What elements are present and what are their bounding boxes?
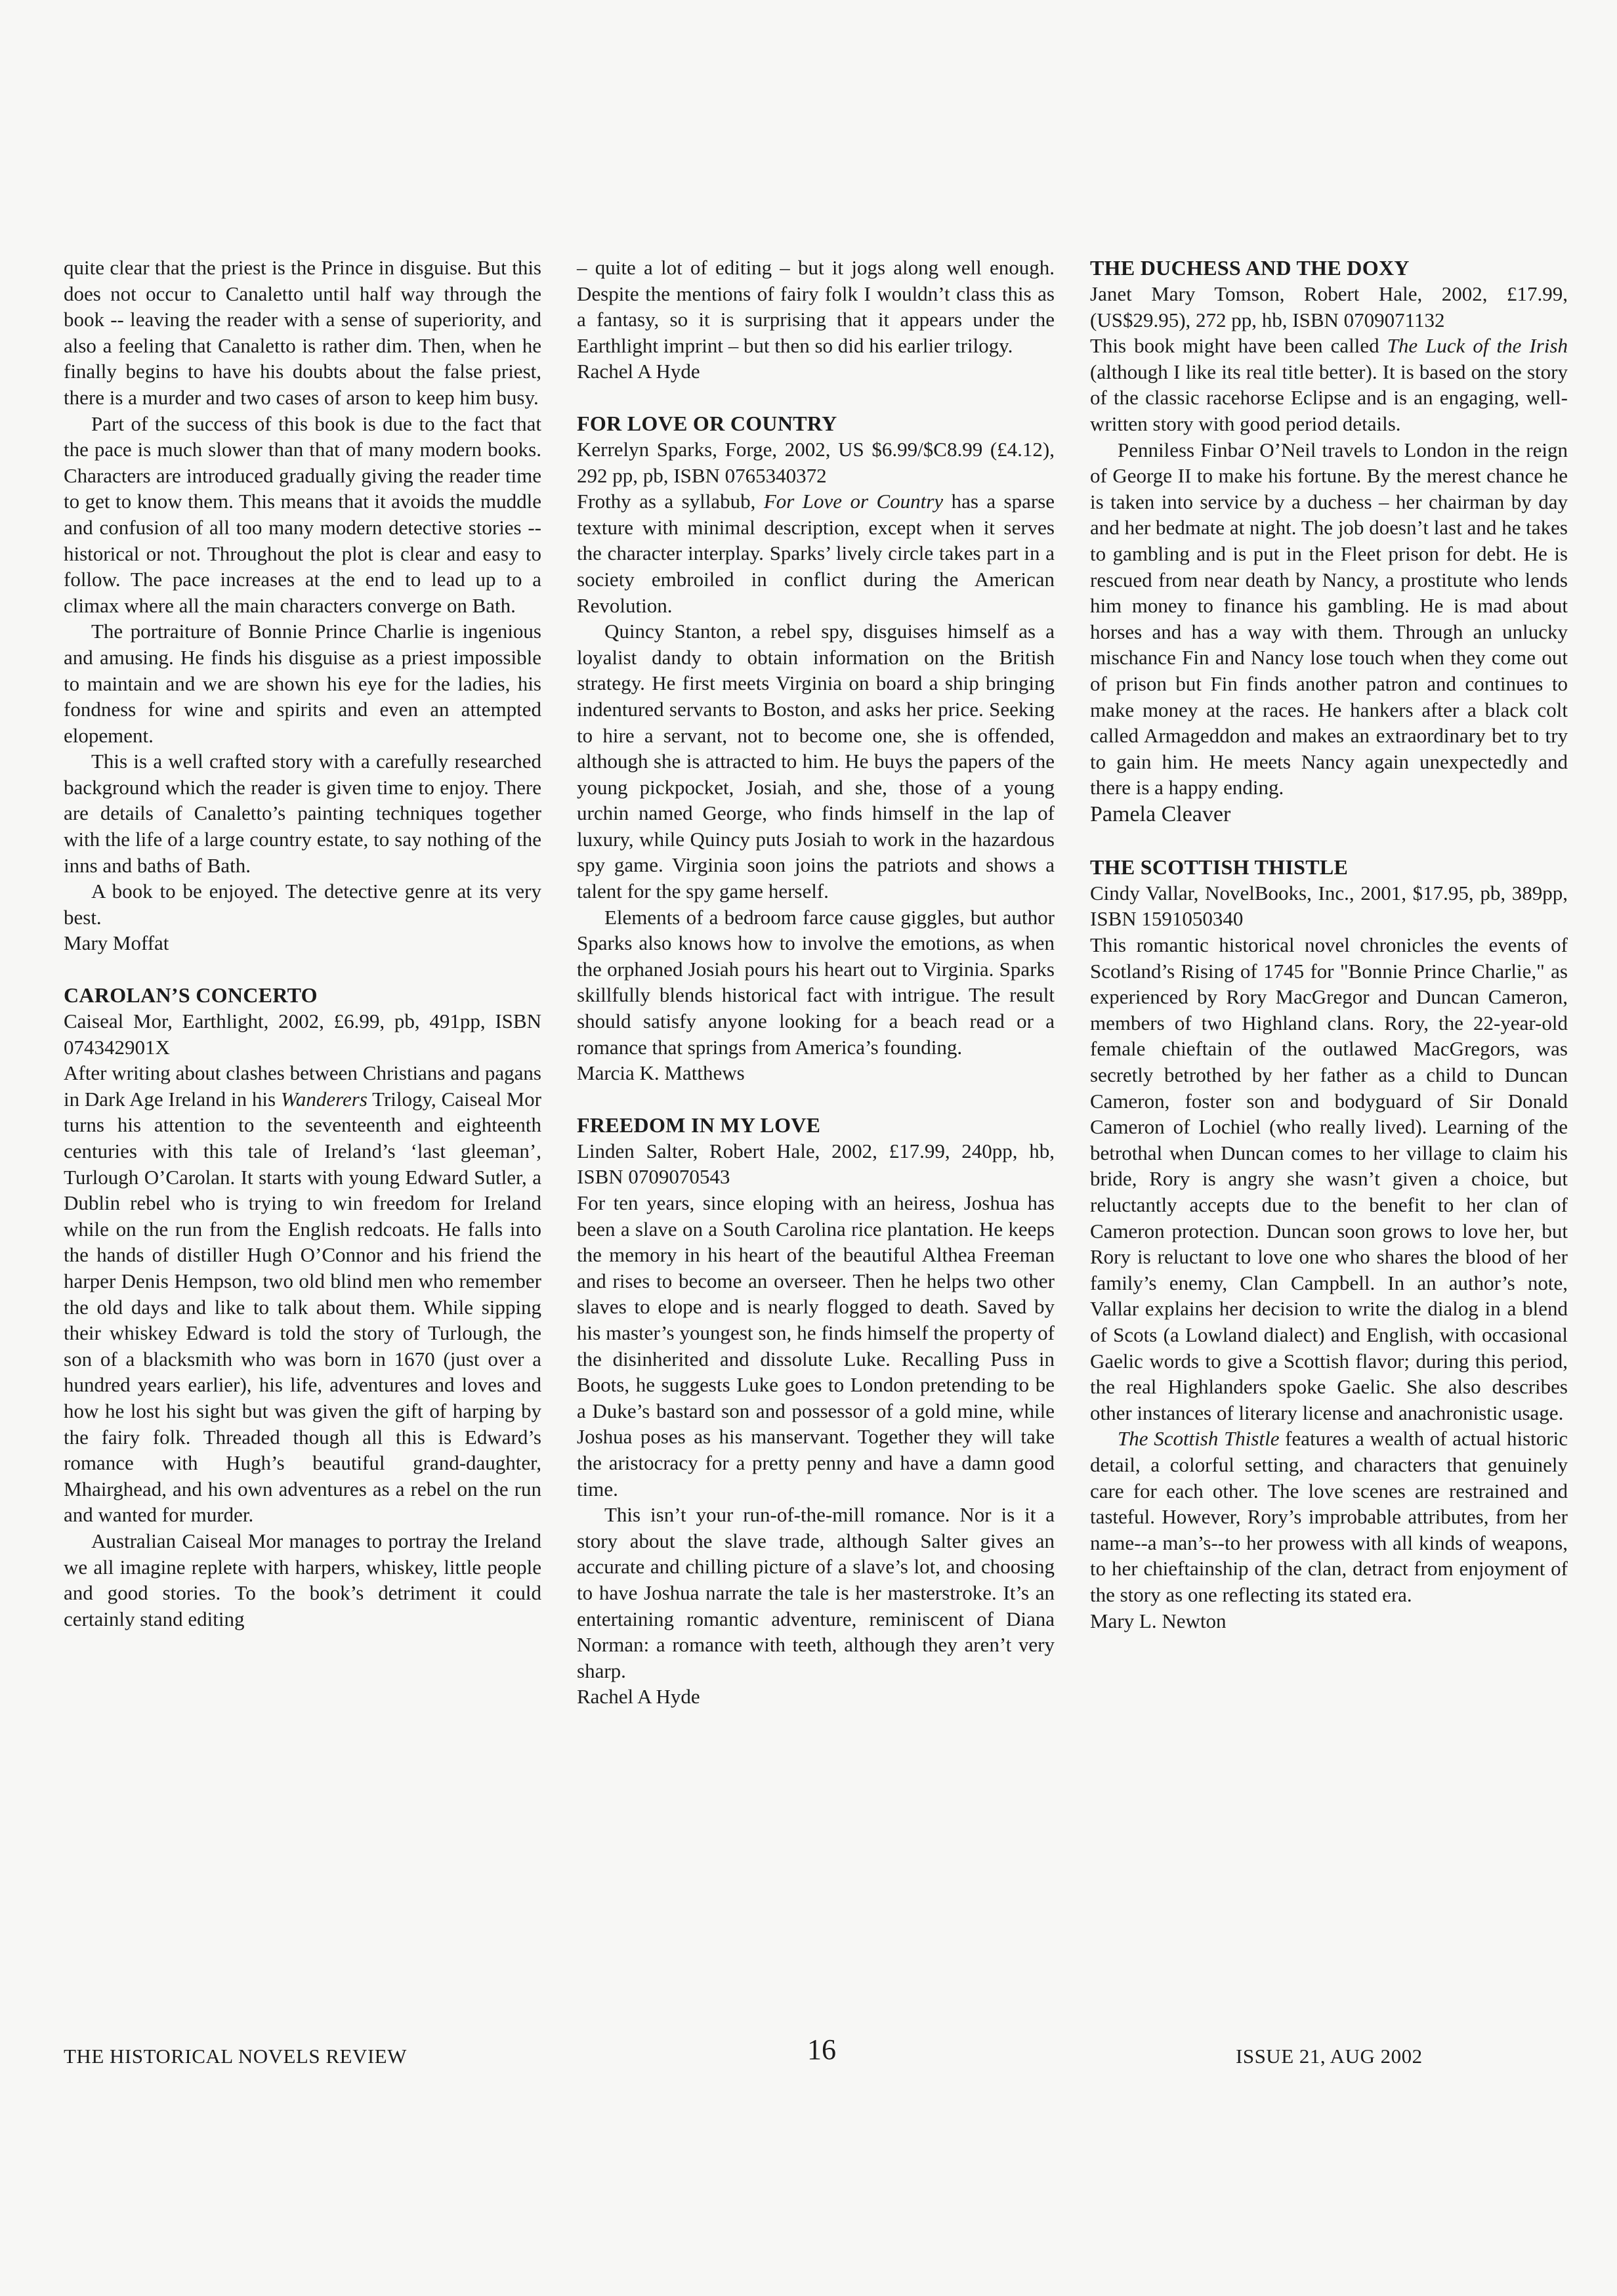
- reviewer-name: Marcia K. Matthews: [577, 1061, 745, 1085]
- review-text: has a sparse texture with minimal description, except when it serves the character interplay. Sparks’ lively circle takes part in a society embroiled in conflict during the American Revolution.: [577, 490, 1055, 617]
- review-paragraph: [577, 488, 1055, 618]
- book-details: Caiseal Mor, Earthlight, 2002, £6.99, pb, 491pp, ISBN 074342901X: [64, 1010, 541, 1059]
- page-number: 16: [807, 2033, 836, 2066]
- review-text: (although I like its real title better). It is based on the story of the classic racehorse Eclipse and is an engaging, well-written story with good period details.: [1090, 360, 1568, 435]
- review-text: Trilogy, Caiseal Mor turns his attention to the seventeenth and eighteenth centuries with this tale of Ireland’s ‘last gleeman’, Turlough O’Carolan. It starts with young Edward Sutler, a Dublin rebel who is trying to win freedom for Ireland while on the run from the English redcoats. He falls into the hands of distiller Hugh O’Connor and his friend the harper Denis Hempson, two old blind men who remember the old days and like to talk about them. While sipping their whiskey Edward is told the story of Turlough, the son of a blacksmith who was born in 1670 (just over a hundred years earlier), his life, adventures and loves and how he lost his sight but was given the gift of harping by the fairy folk. Threaded though all this is Edward’s romance with Hugh’s beautiful grand-daughter, Mhairghead, and his own adventures as a rebel on the run and wanted for murder.: [64, 1087, 541, 1527]
- book-details: Kerrelyn Sparks, Forge, 2002, US $6.99/$C8.99 (£4.12), 292 pp, pb, ISBN 0765340372: [577, 437, 1055, 487]
- issue-info: ISSUE 21, AUG 2002: [1236, 2045, 1423, 2068]
- review-paragraph: This is a well crafted story with a carefully researched background which the reader is given time to enjoy. There are details of Canaletto’s painting techniques together with the life of a large country estate, to say nothing of the inns and baths of Bath.: [64, 750, 541, 877]
- review-paragraph: Australian Caiseal Mor manages to portray the Ireland we all imagine replete with harpers, whiskey, little people and good stories. To the book’s detriment it could certainly stand editing: [64, 1529, 541, 1630]
- book-title-inline: For Love or Country: [763, 490, 944, 513]
- review-paragraph: For ten years, since eloping with an heiress, Joshua has been a slave on a South Carolina rice plantation. He keeps the memory in his heart of the beautiful Althea Freeman and rises to become an overseer. Then he helps two other slaves to elope and is nearly flogged to death. Saved by his master’s youngest son, he finds himself the property of the disinherited and dissolute Luke. Recalling Puss in Boots, he suggests Luke goes to London pretending to be a Duke’s bastard son and possessor of a gold mine, while Joshua poses as his manservant. Together they will take the aristocracy for a pretty penny and have a damn good time.: [577, 1191, 1055, 1500]
- review-text: features a wealth of actual historic detail, a colorful setting, and characters that genuinely care for each other. The love scenes are restrained and tasteful. However, Rory’s improbable attributes, from her name--a man’s--to her prowess with all kinds of weapons, to her chieftainship of the clan, detract from enjoyment of the story as one reflecting its stated era.: [1090, 1427, 1568, 1606]
- review-title: CAROLAN’S CONCERTO: [64, 983, 318, 1008]
- reviewer-name: Rachel A Hyde: [577, 1685, 700, 1709]
- publication-name: THE HISTORICAL NOVELS REVIEW: [64, 2045, 407, 2068]
- column-2: [577, 255, 1055, 1710]
- review-title: THE SCOTTISH THISTLE: [1090, 855, 1349, 879]
- review-text: After writing about clashes between Christians and pagans in Dark Age Ireland in his: [64, 1061, 541, 1111]
- review-paragraph: Penniless Finbar O’Neil travels to London in the reign of George II to make his fortune. By the merest chance he is taken into service by a duchess – her chairman by day and her bedmate at night. The job doesn’t last and he takes to gambling and is put in the Fleet prison for debt. He is rescued from near death by Nancy, a prostitute who lends him money to finance his gambling. He is mad about horses and has a way with them. Through an unlucky mischance Fin and Nancy lose touch when they come out of prison but Fin finds another patron and continues to make money at the races. He hankers after a black colt called Armageddon and makes an extraordinary bet to try to gain him. He meets Nancy again unexpectedly and there is a happy ending.: [1090, 438, 1568, 799]
- review-paragraph: Quincy Stanton, a rebel spy, disguises himself as a loyalist dandy to obtain information on the British strategy. He first meets Virginia on board a ship bringing indentured servants to Boston, and asks her price. Seeking to hire a servant, not to become one, she is offended, although she is attracted to him. He buys the papers of the young pickpocket, Josiah, and she, those of a young urchin named George, who finds himself in the lap of luxury, while Quincy puts Josiah to work in the hazardous spy game. Virginia soon joins the patriots and shows a talent for the spy game herself.: [577, 620, 1055, 903]
- review-paragraph: Part of the success of this book is due to the fact that the pace is much slower than that of many modern books. Characters are introduced gradually giving the reader time to get to know them. This means that it avoids the muddle and confusion of all too many modern detective stories -- historical or not. Throughout the plot is clear and easy to follow. The pace increases at the end to lead up to a climax where all the main characters converge on Bath.: [64, 412, 541, 617]
- review-title: THE DUCHESS AND THE DOXY: [1090, 256, 1410, 280]
- review-text: Frothy as a syllabub,: [577, 490, 756, 513]
- review-continuation: – quite a lot of editing – but it jogs along well enough. Despite the mentions of fairy folk I wouldn’t class this as a fantasy, so it is surprising that it appears under the Earthlight imprint – but then so did his earlier trilogy.: [577, 256, 1055, 357]
- column-1: [64, 255, 541, 1632]
- review-paragraph: This isn’t your run-of-the-mill romance. Nor is it a story about the slave trade, although Salter gives an accurate and chilling picture of a slave’s lot, and choosing to have Joshua narrate the tale is her masterstroke. It’s an entertaining romantic adventure, reminiscent of Diana Norman: a romance with teeth, although they aren’t very sharp.: [577, 1503, 1055, 1682]
- book-title-inline: The Luck of the Irish: [1387, 334, 1568, 358]
- reviewer-name: Rachel A Hyde: [577, 360, 700, 383]
- review-paragraph: A book to be enjoyed. The detective genre at its very best.: [64, 880, 541, 929]
- review-continuation: quite clear that the priest is the Prince in disguise. But this does not occur to Canaletto until half way through the book -- leaving the reader with a sense of superiority, and also a feeling that Canaletto is rather dim. Then, when he finally begins to have his doubts about the false priest, there is a murder and two cases of arson to keep him busy.: [64, 256, 541, 409]
- book-series-title: Wanderers: [280, 1087, 368, 1111]
- review-paragraph: Elements of a bedroom farce cause giggles, but author Sparks also knows how to involve the emotions, as when the orphaned Josiah pours his heart out to Virginia. Sparks skillfully blends historical fact with intrigue. The result should satisfy anyone looking for a beach read or a romance that springs from America’s founding.: [577, 905, 1055, 1059]
- book-details: Cindy Vallar, NovelBooks, Inc., 2001, $17.95, pb, 389pp, ISBN 1591050340: [1090, 881, 1568, 931]
- review-paragraph: [64, 1060, 541, 1528]
- review-paragraph: The portraiture of Bonnie Prince Charlie is ingenious and amusing. He finds his disguise as a priest impossible to maintain and we are shown his eye for the ladies, his fondness for wine and spirits and even an attempted elopement.: [64, 620, 541, 747]
- reviewer-name: Mary Moffat: [64, 931, 169, 955]
- review-title: FREEDOM IN MY LOVE: [577, 1113, 821, 1137]
- book-details: Janet Mary Tomson, Robert Hale, 2002, £17.99, (US$29.95), 272 pp, hb, ISBN 0709071132: [1090, 282, 1568, 331]
- review-paragraph: [1090, 333, 1568, 436]
- book-details: Linden Salter, Robert Hale, 2002, £17.99, 240pp, hb, ISBN 0709070543: [577, 1139, 1055, 1189]
- review-paragraph: This romantic historical novel chronicles the events of Scotland’s Rising of 1745 for "Bonnie Prince Charlie," as experienced by Rory MacGregor and Duncan Cameron, members of two Highland clans. Rory, the 22-year-old female chieftain of the outlawed MacGregors, was secretly betrothed by her father as a child to Duncan Cameron, foster son and bodyguard of Sir Donald Cameron of Lochiel (who really lived). Learning of the betrothal when Duncan comes to her village to claim his bride, Rory is angry she wasn’t given a choice, but reluctantly accepts due to the benefit to her clan of Cameron protection. Duncan soon grows to love her, but Rory is reluctant to love one who shares the blood of her family’s enemy, Clan Campbell. In an author’s note, Vallar explains her decision to write the dialog in a blend of Scots (a Lowland dialect) and English, with occasional Gaelic words to give a Scottish flavor; during this period, the real Highlanders spoke Gaelic. She also describes other instances of literary license and anachronistic usage.: [1090, 933, 1568, 1424]
- reviewer-name: Pamela Cleaver: [1090, 801, 1231, 826]
- column-3: [1090, 255, 1568, 1634]
- review-paragraph: [1090, 1426, 1568, 1607]
- reviewer-name: Mary L. Newton: [1090, 1609, 1227, 1632]
- review-text: This book might have been called: [1090, 334, 1379, 358]
- book-title-inline: The Scottish Thistle: [1118, 1427, 1280, 1451]
- review-title: FOR LOVE OR COUNTRY: [577, 411, 837, 435]
